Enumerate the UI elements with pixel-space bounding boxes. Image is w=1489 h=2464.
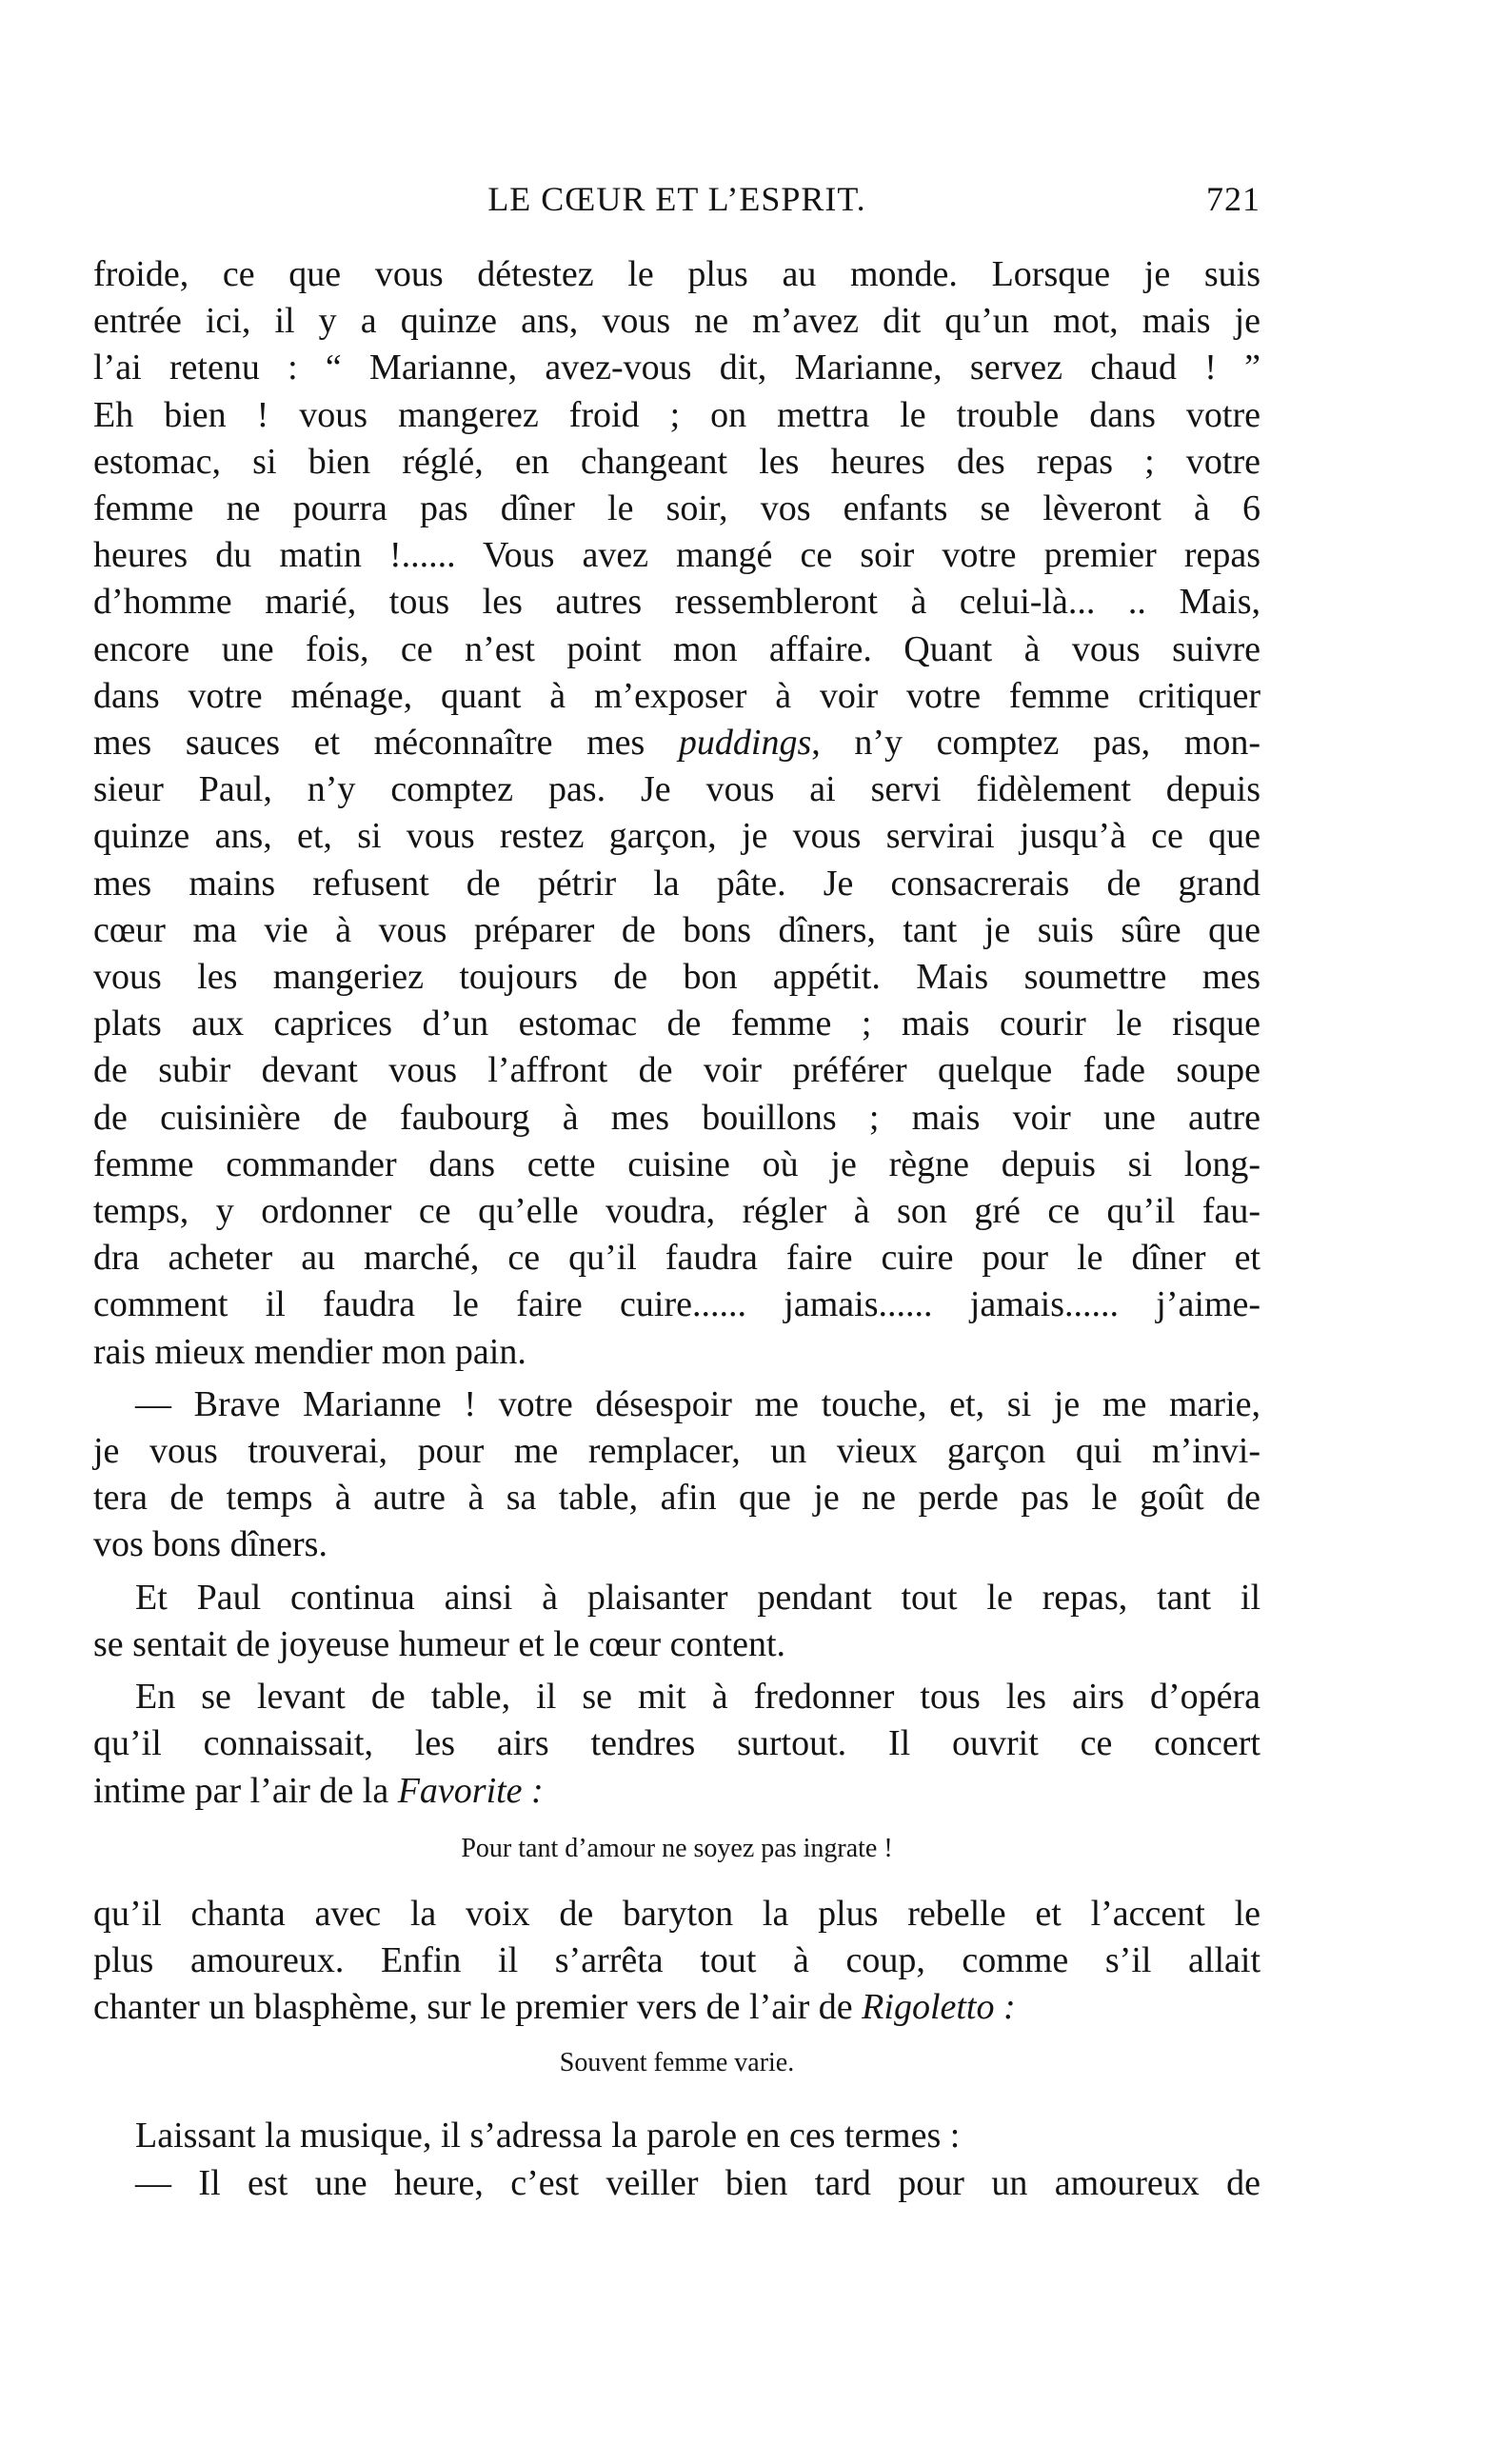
text-line: — Brave Marianne ! votre désespoir me touche, et, si je me marie, [135, 1383, 1261, 1424]
text-line: qu’il chanta avec la voix de baryton la plus rebelle et l’accent le [93, 1893, 1261, 1934]
text-line: Laissant la musique, il s’adressa la parole en ces termes : [135, 2116, 961, 2156]
text-line: entrée ici, il y a quinze ans, vous ne m’avez dit qu’un mot, mais je [93, 301, 1261, 342]
verse-quote: Pour tant d’amour ne soyez pas ingrate ! [461, 1833, 893, 1863]
text-line: vous les mangeriez toujours de bon appétit. Mais soumettre mes [93, 957, 1261, 998]
text-line: femme ne pourra pas dîner le soir, vos enfants se lèveront à 6 [93, 488, 1261, 529]
text-line: sieur Paul, n’y comptez pas. Je vous ai servi fidèlement depuis [93, 769, 1261, 810]
italic-word: puddings [678, 723, 812, 764]
text-segment: intime par l’air de la [93, 1770, 398, 1811]
running-head [93, 179, 1261, 227]
text-line [93, 1984, 1261, 2031]
text-line: plus amoureux. Enfin il s’arrêta tout à coup, comme s’il allait [93, 1939, 1261, 1980]
text-line: de cuisinière de faubourg à mes bouillons ; mais voir une autre [93, 1097, 1261, 1138]
text-line: l’ai retenu : “ Marianne, avez-vous dit, Marianne, servez chaud ! ” [93, 348, 1261, 388]
text-line: temps, y ordonner ce qu’elle voudra, régler à son gré ce qu’il fau- [93, 1191, 1261, 1232]
page-number: 721 [1206, 180, 1261, 218]
text-line: quinze ans, et, si vous restez garçon, je vous servirai jusqu’à ce que [93, 816, 1261, 857]
text-line: comment il faudra le faire cuire...... jamais...... jamais...... j’aime- [93, 1284, 1261, 1325]
text-segment: , n’y comptez pas, mon- [811, 723, 1261, 764]
text-line: d’homme marié, tous les autres ressembleront à celui-là... .. Mais, [93, 582, 1261, 623]
text-line: encore une fois, ce n’est point mon affaire. Quant à vous suivre [93, 628, 1261, 669]
text-line: dra acheter au marché, ce qu’il faudra faire cuire pour le dîner et [93, 1238, 1261, 1279]
text-line [93, 720, 1261, 766]
text-line: En se levant de table, il se mit à fredonner tous les airs d’opéra [135, 1677, 1261, 1718]
paragraph [93, 1575, 1261, 1668]
body-text [93, 251, 1261, 2207]
text-line: tera de temps à autre à sa table, afin que je ne perde pas le goût de [93, 1478, 1261, 1519]
paragraph [93, 2160, 1261, 2207]
text-line: Et Paul continua ainsi à plaisanter pendant tout le repas, tant il [135, 1577, 1261, 1618]
text-line: mes mains refusent de pétrir la pâte. Je consacrerais de grand [93, 863, 1261, 904]
italic-title: Rigoletto : [862, 1987, 1016, 2028]
paragraph [93, 1381, 1261, 1569]
text-line: qu’il connaissait, les airs tendres surtout. Il ouvrit ce concert [93, 1723, 1261, 1764]
text-line: Eh bien ! vous mangerez froid ; on mettra le trouble dans votre [93, 394, 1261, 435]
text-line: se sentait de joyeuse humeur et le cœur content. [93, 1623, 786, 1664]
text-line [93, 1768, 1261, 1815]
verse-quote: Souvent femme varie. [559, 2048, 795, 2078]
text-line: — Il est une heure, c’est veiller bien tard pour un amoureux de [135, 2162, 1261, 2203]
text-line: heures du matin !...... Vous avez mangé ce soir votre premier repas [93, 535, 1261, 576]
text-line: vos bons dîners. [93, 1524, 328, 1565]
text-line: plats aux caprices d’un estomac de femme ; mais courir le risque [93, 1003, 1261, 1044]
text-line: dans votre ménage, quant à m’exposer à voir votre femme critiquer [93, 675, 1261, 716]
paragraph [93, 1674, 1261, 1815]
paragraph [93, 1891, 1261, 2032]
text-segment: mes sauces et méconnaître mes [93, 723, 679, 764]
text-segment: chanter un blasphème, sur le premier vers de l’air de [93, 1987, 863, 2028]
text-line: femme commander dans cette cuisine où je règne depuis si long- [93, 1143, 1261, 1184]
running-title: LE CŒUR ET L’ESPRIT. [487, 180, 866, 218]
paragraph [93, 2113, 1261, 2159]
italic-title: Favorite : [397, 1770, 544, 1811]
text-line: je vous trouverai, pour me remplacer, un vieux garçon qui m’invi- [93, 1431, 1261, 1472]
text-line: cœur ma vie à vous préparer de bons dîners, tant je suis sûre que [93, 909, 1261, 950]
text-line: froide, ce que vous détestez le plus au monde. Lorsque je suis [93, 254, 1261, 294]
text-line: de subir devant vous l’affront de voir préférer quelque fade soupe [93, 1050, 1261, 1091]
text-line: estomac, si bien réglé, en changeant les heures des repas ; votre [93, 441, 1261, 482]
paragraph [93, 251, 1261, 1376]
text-line: rais mieux mendier mon pain. [93, 1331, 526, 1372]
